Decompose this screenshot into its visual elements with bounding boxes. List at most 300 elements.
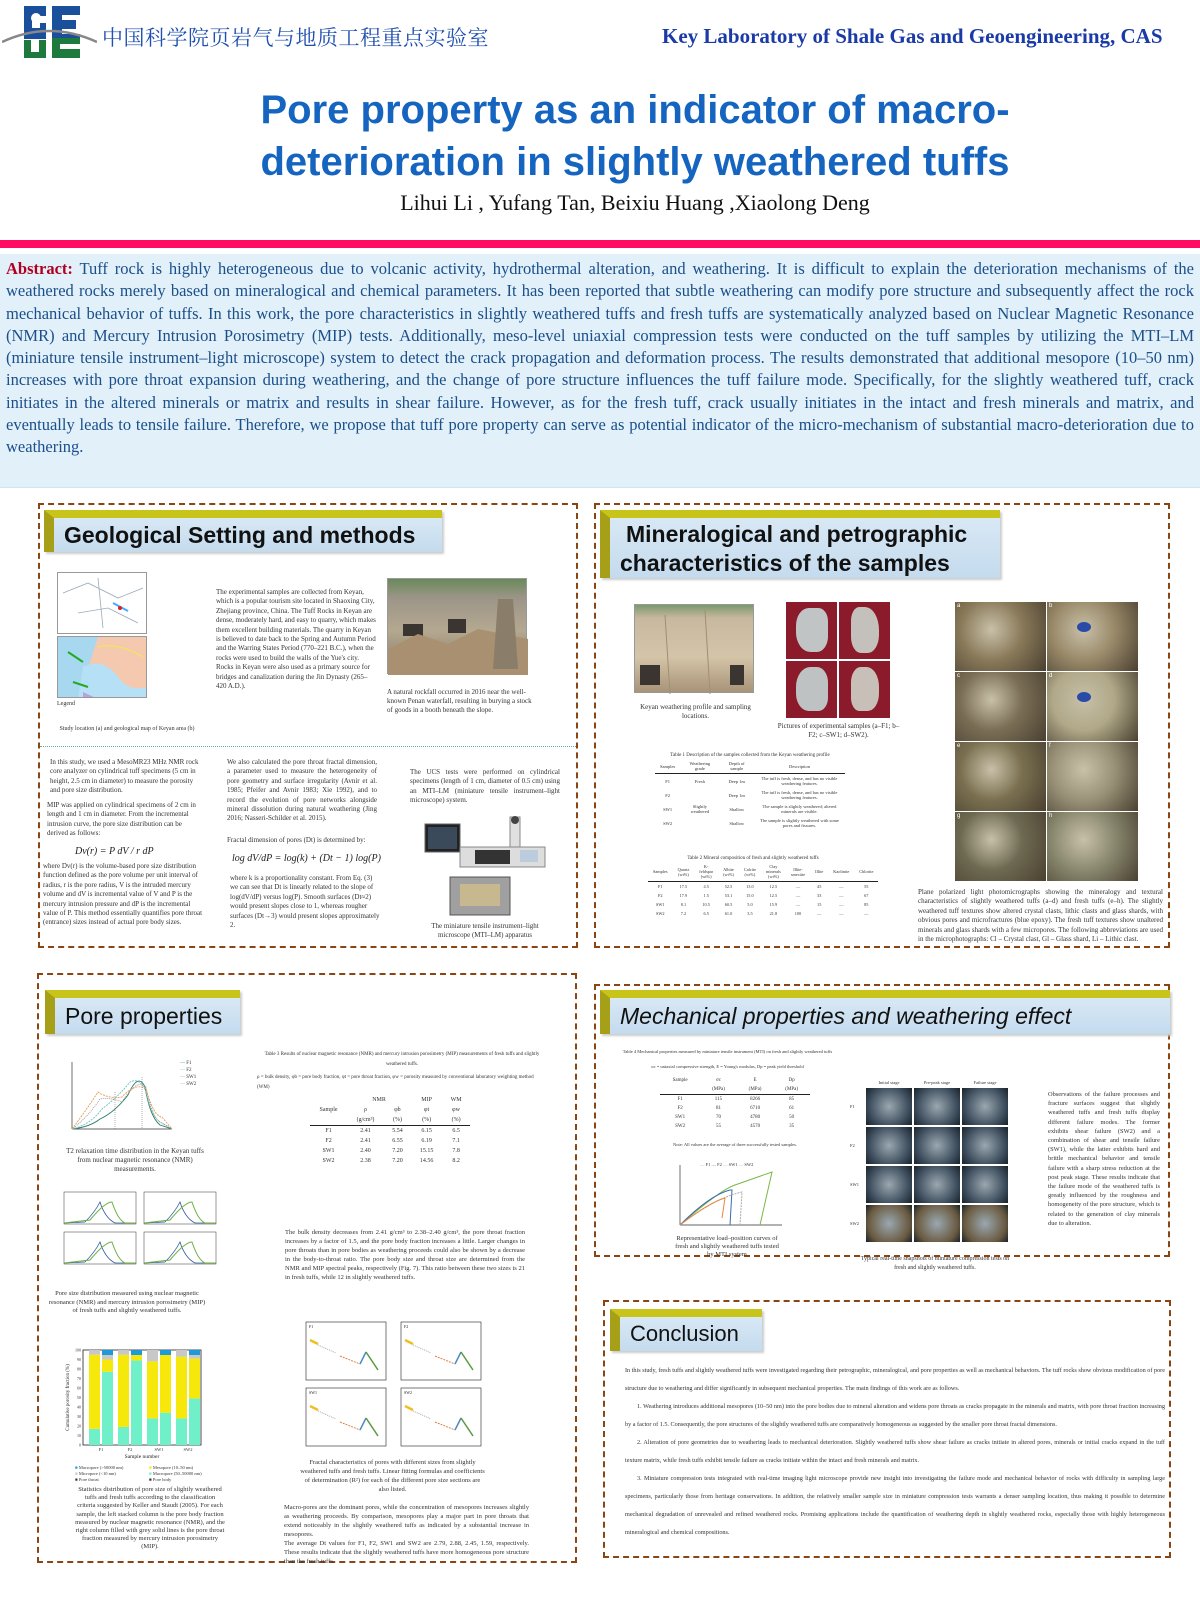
table-cell: 4780 bbox=[750, 1115, 761, 1120]
table-header-cell: Illite-smectite bbox=[786, 862, 810, 882]
table-header-cell: Sample bbox=[319, 1107, 338, 1113]
mti-apparatus-image bbox=[420, 812, 550, 920]
table-cell: 13.0 bbox=[746, 884, 754, 889]
table-group-cell bbox=[310, 1095, 347, 1105]
x-tick-label: SW1 bbox=[154, 1447, 164, 1452]
equation-2-description: where k is a proportionality constant. From Eq. (3) we can see that Dt is linearly related to the slope of log(dV/dP) versus log(P). Smooth surfaces (Dt≈2) would present slopes close to 1, whereas rougher surfaces (Dt→3) would present slopes approximately 2. bbox=[230, 874, 380, 930]
table-cell: 15.0 bbox=[746, 893, 754, 898]
table-header-cell: φw bbox=[452, 1107, 460, 1113]
table-cell: 85 bbox=[789, 1097, 795, 1102]
conclusion-heading: Conclusion bbox=[610, 1309, 762, 1351]
rockfall-caption: A natural rockfall occurred in 2016 near the well-known Penan waterfall, resulting in burying a stock of goods in a booth beneath the slope. bbox=[387, 688, 532, 714]
bar-segment bbox=[118, 1355, 129, 1427]
table-cell: F2 bbox=[658, 893, 663, 898]
micro-label: a bbox=[957, 603, 961, 609]
snapshot-image bbox=[962, 1127, 1008, 1164]
bar-segment-top bbox=[189, 1350, 200, 1355]
psd-chart-SW2 bbox=[140, 1230, 218, 1268]
legend-swatch-icon: ■ bbox=[75, 1477, 79, 1482]
table-cell: F2 bbox=[665, 792, 670, 798]
table-cell: The tuff is fresh, dense, and has no visible weathering features. bbox=[761, 790, 838, 800]
table-cell: Shallow bbox=[729, 820, 745, 826]
authors: Lihui Li , Yufang Tan, Beixiu Huang ,Xiaolong Deng bbox=[400, 190, 870, 215]
micro-label: h bbox=[1049, 813, 1053, 819]
rockfall-photo bbox=[387, 578, 527, 674]
samples-caption: Pictures of experimental samples (a–F1; b–F2; c–SW1; d–SW2). bbox=[777, 722, 900, 739]
table-cell: 6710 bbox=[750, 1106, 761, 1111]
mech-table-note: σc = uniaxial compressive strength, E = Young's modulus, Dp = peak yield threshold bbox=[651, 1064, 804, 1069]
table-cell: 53.1 bbox=[724, 893, 733, 898]
y-tick-label: 30 bbox=[77, 1414, 81, 1419]
table-cell: 8.1 bbox=[680, 902, 687, 907]
table-header-cell: Samples bbox=[648, 862, 673, 882]
bar-segment bbox=[147, 1350, 158, 1361]
nmr-legend-item bbox=[180, 1074, 196, 1081]
table-cell: SW1 bbox=[322, 1148, 335, 1154]
table-cell: 60.5 bbox=[724, 902, 733, 907]
legend-label: Pore body bbox=[152, 1477, 172, 1482]
conclusion-point: 2. Alteration of pore geometries due to weathering leads to mechanical deterioration. Slightly weathered tuffs show shear failure as cracks initiate in altered pores, minerals or initial cracks expand in the tuff texture matrix, while fresh tuffs exhibit tensile failure as cracks initiate within the intact and fresh minerals and matrix. bbox=[625, 1439, 1165, 1464]
english-lab-name: Key Laboratory of Shale Gas and Geoengineering, CAS bbox=[662, 24, 1163, 48]
snapshot-row-label: F1 bbox=[850, 1104, 855, 1109]
map-caption: Study location (a) and geological map of Keyan area (b) bbox=[59, 726, 195, 732]
legend-label: F1 bbox=[705, 1162, 712, 1167]
bar-segment bbox=[131, 1360, 142, 1445]
x-axis-label: Sample number bbox=[124, 1454, 160, 1460]
table-header-cell: Depth of sample bbox=[719, 759, 753, 774]
table-cell: — bbox=[839, 902, 844, 907]
micro-label: d bbox=[1049, 673, 1053, 679]
table-cell: Slightly weathered bbox=[690, 804, 710, 814]
table-cell: 7.1 bbox=[452, 1138, 460, 1144]
fractal-chart-F1 bbox=[300, 1320, 388, 1382]
load-chart-legend bbox=[700, 1162, 753, 1167]
table-cell: 4.5 bbox=[703, 884, 709, 889]
bar-chart-caption: Statistics distribution of pore size of slightly weathered tuffs and fresh tuffs according to the classification criteria suggested by Keller and Staudt (2005). For each sample, the left stacked column is the pore body fraction measured by nuclear magnetic resonance (NMR), and the right column filled with grey solid lines is the pore throat fraction measured by mercury intrusion porosimetry (MIP). bbox=[75, 1486, 225, 1551]
table-cell: SW2 bbox=[322, 1158, 335, 1164]
mesopore-text: Macro-pores are the dominant pores, while the concentration of mesopores increases slightly as weathering proceeds. By comparison, mesopores play a major part in pore throats that extend noticeably in the slightly weathered tuffs as indicated by a substantial increase in mesopores. bbox=[284, 1504, 529, 1538]
table-unit-cell: (%) bbox=[411, 1115, 442, 1126]
legend-label: SW1 bbox=[728, 1162, 739, 1167]
table-cell: 14.56 bbox=[419, 1158, 434, 1164]
snapshot-caption: Typical real-time snapshots of miniature compression tests on fresh and slightly weathered tuffs. bbox=[860, 1256, 1010, 1271]
legend-swatch-icon: — bbox=[711, 1162, 718, 1167]
table-header-cell: K-feldspar (wt%) bbox=[694, 862, 718, 882]
y-tick-label: 80 bbox=[77, 1366, 81, 1372]
y-tick-label: 40 bbox=[77, 1404, 81, 1410]
table-row bbox=[660, 1095, 810, 1105]
nmr-legend-item bbox=[180, 1067, 196, 1074]
legend-label: Macropore (50–50000 nm) bbox=[152, 1471, 202, 1476]
bar-segment bbox=[89, 1429, 100, 1445]
table-cell: 15.9 bbox=[769, 902, 778, 907]
density-text: The bulk density decreases from 2.41 g/cm³ to 2.38–2.40 g/cm³, the pore throat fraction increases by a factor of 1.5, and the pore body fraction increases a little. Larger changes in pore throats than in pore bodies as weathering proceeds could also be shown by a decrease in the body-to-throat ratio. The pore body size and throat size are determined from the NMR and MIP spectral peaks, respectively (Fig. 7). This ratio between these two sizes is 21 in fresh tuffs, while 12 in slightly weathered tuffs. bbox=[285, 1229, 525, 1281]
table-cell: 35 bbox=[789, 1124, 795, 1129]
curve-legend-item bbox=[723, 1162, 739, 1167]
sample-photo-d bbox=[839, 661, 890, 718]
table-cell: SW2 bbox=[675, 1124, 686, 1129]
legend-label: SW2 bbox=[744, 1162, 754, 1167]
legend-swatch-icon: — bbox=[180, 1075, 187, 1080]
profile-caption: Keyan weathering profile and sampling locations. bbox=[640, 703, 751, 720]
mineralogical-heading-line-1: Mineralogical and petrographic bbox=[626, 521, 968, 547]
load-curve-sw1 bbox=[680, 1192, 742, 1225]
epoxy-pore-icon bbox=[1077, 692, 1091, 702]
table-cell: 45 bbox=[817, 884, 822, 889]
table-cell: Deep 1m bbox=[728, 792, 745, 798]
snapshot-row-label: SW2 bbox=[850, 1221, 859, 1226]
mti-apparatus-icon bbox=[420, 812, 550, 920]
pore-fraction-bar-chart bbox=[65, 1345, 205, 1465]
photomicrograph-e bbox=[955, 742, 1046, 811]
psd-chart-F2 bbox=[140, 1190, 218, 1228]
table-row bbox=[655, 788, 845, 802]
svg-text:F1: F1 bbox=[309, 1324, 314, 1329]
mip-method-text: MIP was applied on cylindrical specimens of 2 cm in length and 1 cm in diameter. From the incremental intrusion curve, the pore size distribution can be derived as follows: bbox=[47, 801, 196, 838]
table-header-cell: Samples bbox=[655, 759, 680, 774]
load-curve-f1 bbox=[680, 1172, 772, 1225]
table-cell: 10.5 bbox=[702, 902, 710, 907]
table-cell: SW1 bbox=[663, 806, 673, 812]
table-cell: 2.38 bbox=[360, 1158, 371, 1164]
bar-segment bbox=[118, 1427, 129, 1445]
legend-swatch-icon: ■ bbox=[75, 1471, 79, 1476]
psd-chart-SW1 bbox=[60, 1230, 138, 1268]
bar-legend-item bbox=[149, 1477, 223, 1483]
table-cell: 2.41 bbox=[360, 1138, 371, 1144]
bar-segment bbox=[147, 1418, 158, 1445]
y-axis-label: Cumulative porosity fraction (%) bbox=[66, 1364, 71, 1431]
table-cell bbox=[680, 788, 719, 802]
legend-swatch-icon: — bbox=[738, 1162, 745, 1167]
table-cell: 55 bbox=[715, 1124, 721, 1129]
table-cell: 67 bbox=[864, 893, 869, 898]
conclusion-intro: In this study, fresh tuffs and slightly weathered tuffs were investigated regarding their petrographic, mineralogical, and pore properties as well as mechanical behaviors. The tuff rocks show obvious modification of pore structure due to weathering and differ significantly in subsequent mechanical properties. The main findings of this work are as follows. bbox=[625, 1367, 1165, 1392]
x-tick-label: SW2 bbox=[183, 1447, 193, 1452]
equation-1: Dv(r) = P dV / r dP bbox=[75, 846, 154, 857]
curve-legend-item bbox=[700, 1162, 712, 1167]
table-cell: 100 bbox=[794, 911, 802, 916]
table-cell: 6.15 bbox=[421, 1128, 432, 1134]
table-cell: 8.2 bbox=[452, 1158, 460, 1164]
mineral-table-2 bbox=[648, 855, 874, 918]
section-divider bbox=[40, 746, 576, 747]
micro-label: g bbox=[957, 813, 961, 819]
table-row bbox=[648, 882, 878, 892]
table-unit-cell bbox=[660, 1085, 700, 1095]
table-header-cell: ρ bbox=[363, 1107, 367, 1113]
svg-text:F2: F2 bbox=[404, 1324, 409, 1329]
table-cell: 6.5 bbox=[703, 911, 709, 916]
bar-segment bbox=[89, 1350, 100, 1355]
mech-table-footnote: Note: All values are the average of three successfully tested samples. bbox=[672, 1142, 798, 1147]
table-header-cell: Sample bbox=[672, 1078, 688, 1083]
sample-photo-a bbox=[786, 602, 837, 659]
bar-segment bbox=[176, 1418, 187, 1445]
snapshot-grid bbox=[850, 1080, 1010, 1248]
table-header-cell: σc bbox=[716, 1078, 721, 1083]
mechanical-table bbox=[660, 1076, 810, 1131]
legend-swatch-icon: — bbox=[180, 1061, 187, 1066]
bar-segment bbox=[176, 1350, 187, 1357]
bar-chart-legend bbox=[75, 1465, 225, 1483]
pore-properties-heading: Pore properties bbox=[45, 990, 240, 1034]
bar-segment-top bbox=[102, 1350, 113, 1355]
table-1 bbox=[655, 759, 845, 830]
table-row bbox=[655, 816, 845, 830]
photomicrograph-h bbox=[1047, 812, 1138, 881]
table-2-title: Table 2 Mineral composition of fresh and slightly weathered tuffs bbox=[687, 856, 819, 861]
photomicrograph-d bbox=[1047, 672, 1138, 741]
table-group-cell: WM bbox=[450, 1097, 462, 1103]
table-cell: F2 bbox=[677, 1106, 683, 1111]
svg-text:SW2: SW2 bbox=[404, 1390, 412, 1395]
table-cell: F1 bbox=[665, 778, 670, 784]
snapshot-image bbox=[914, 1166, 960, 1203]
legend-label: SW2 bbox=[186, 1082, 197, 1087]
table-3-title: Table 3 Results of nuclear magnetic resonance (NMR) and mercury intrusion porosimetry (MIP) measurements of fresh tuffs and slightly weathered tuffs. bbox=[264, 1052, 540, 1067]
table-cell: The tuff is fresh, dense, and has no visible weathering features. bbox=[761, 776, 838, 786]
legend-swatch-icon: — bbox=[723, 1162, 729, 1167]
snapshot-row-label: F2 bbox=[850, 1143, 855, 1148]
bar-legend-item bbox=[75, 1477, 149, 1483]
table-cell: 21.8 bbox=[769, 911, 778, 916]
table-unit-cell: (%) bbox=[442, 1115, 470, 1126]
table-header-cell: Chlorite bbox=[854, 862, 878, 882]
table-row bbox=[648, 891, 878, 900]
table-cell: 5.0 bbox=[747, 902, 753, 907]
mti-caption: The miniature tensile instrument–light microscope (MTI–LM) apparatus bbox=[431, 922, 539, 939]
table-cell: SW1 bbox=[675, 1115, 686, 1120]
legend-label: Macropore (>50000 nm) bbox=[78, 1465, 124, 1470]
x-tick-label: F1 bbox=[98, 1447, 104, 1452]
legend-swatch-icon: ■ bbox=[149, 1471, 153, 1476]
table-header-cell: Kaolinite bbox=[828, 862, 854, 882]
legend-label: SW1 bbox=[186, 1075, 197, 1080]
chinese-lab-name: 中国科学院页岩气与地质工程重点实验室 bbox=[102, 26, 489, 50]
table-cell: — bbox=[795, 884, 801, 889]
snapshot-image bbox=[914, 1088, 960, 1125]
table-group-cell: NMR bbox=[372, 1097, 386, 1103]
table-cell: 2.41 bbox=[360, 1128, 371, 1134]
abstract-label: Abstract: bbox=[6, 259, 73, 278]
table-cell: 55 bbox=[864, 884, 869, 889]
bar-segment bbox=[89, 1355, 100, 1429]
bar-segment bbox=[102, 1372, 113, 1445]
table-cell: F1 bbox=[677, 1097, 683, 1102]
table-unit-cell: (MPa) bbox=[773, 1085, 810, 1095]
mineral-table-1 bbox=[655, 752, 845, 830]
title-line-1: Pore property as an indicator of macro- bbox=[260, 88, 1010, 132]
table-cell: 115 bbox=[714, 1097, 723, 1102]
legend-label: Mesopore (10–50 nm) bbox=[152, 1465, 194, 1470]
table-cell: 61.0 bbox=[724, 911, 733, 916]
table-cell: — bbox=[795, 893, 801, 898]
fractal-charts bbox=[300, 1320, 490, 1450]
rockfall-photo-icon bbox=[388, 579, 528, 675]
table-cell: Fresh bbox=[694, 778, 705, 784]
snapshot-column-label: Failure stage bbox=[973, 1080, 997, 1085]
bar-segment bbox=[189, 1359, 200, 1399]
bar-segment bbox=[189, 1398, 200, 1445]
mineralogical-heading-line-2: characteristics of the samples bbox=[620, 550, 950, 576]
lab-logo bbox=[2, 2, 97, 60]
legend-label: Micropore (<10 nm) bbox=[78, 1471, 116, 1476]
snapshot-image bbox=[962, 1088, 1008, 1125]
bar-segment bbox=[118, 1350, 129, 1355]
table-row bbox=[310, 1156, 470, 1166]
load-position-chart bbox=[670, 1160, 785, 1230]
nmr-legend-item bbox=[180, 1081, 196, 1088]
map-legend-label: Legend bbox=[57, 701, 75, 707]
table-cell: 7.2 bbox=[680, 911, 687, 916]
table-header-cell: Calcite (wt%) bbox=[739, 862, 761, 882]
table-cell: 7.20 bbox=[392, 1148, 403, 1154]
pore-table bbox=[310, 1095, 470, 1166]
epoxy-pore-icon bbox=[1077, 622, 1091, 632]
table-cell: 70 bbox=[715, 1115, 721, 1120]
table-cell: 8266 bbox=[750, 1097, 761, 1102]
legend-swatch-icon: — bbox=[700, 1162, 706, 1167]
table-header-cell: φt bbox=[424, 1107, 430, 1113]
bar-segment bbox=[147, 1361, 158, 1418]
observation-text: Observations of the failure processes and fracture surfaces suggest that slightly weathered tuffs and fresh tuffs display different failure modes. The former exhibits shear failure (SW2) and a combination of shear and tensile failure (SW1), while the latter exhibits hard and brittle mechanical behavior and tensile failure with a sharp stress reduction at the post peak stage. These results indicate that the failure mode of the weathered tuffs is greatly influenced by the roughness and homogeneity of the pore structure, which is related to the generation of clay minerals due to alteration. bbox=[1048, 1091, 1160, 1227]
sample-photo-b bbox=[839, 602, 890, 659]
snapshot-image bbox=[914, 1205, 960, 1242]
table-cell: 81 bbox=[715, 1106, 721, 1111]
legend-swatch-icon: ■ bbox=[149, 1477, 153, 1482]
bar-segment-top bbox=[131, 1350, 142, 1355]
poster-title bbox=[0, 84, 1200, 188]
table-cell: 50 bbox=[789, 1115, 795, 1120]
table-cell: The sample is slightly weathered; altered minerals are visible. bbox=[762, 804, 837, 814]
photomicrograph-f bbox=[1047, 742, 1138, 811]
fractal-chart-SW1 bbox=[300, 1386, 388, 1448]
table-unit-cell: (g/cm³) bbox=[347, 1115, 384, 1126]
load-position-chart-svg bbox=[670, 1160, 785, 1230]
table-row bbox=[655, 774, 845, 789]
legend-label: F2 bbox=[186, 1068, 192, 1073]
micro-label: c bbox=[957, 673, 960, 679]
curve-legend-item bbox=[712, 1162, 724, 1167]
table-cell: 15 bbox=[817, 902, 822, 907]
geological-map-icon bbox=[58, 637, 147, 698]
nmr-legend-item bbox=[180, 1060, 196, 1067]
nmr-curve-f1 bbox=[72, 1081, 172, 1129]
table-cell: Deep 1m bbox=[728, 778, 745, 784]
table-cell: 7.8 bbox=[452, 1148, 460, 1154]
table-cell: 12.5 bbox=[769, 884, 778, 889]
photomicrograph-a bbox=[955, 602, 1046, 671]
fractal-caption: Fractal characteristics of pores with different sizes from slightly weathered tuffs and fresh tuffs. Linear fitting formulas and coefficients of determination (R²) for each of the different pore size sections are also listed. bbox=[300, 1459, 485, 1493]
table-row bbox=[660, 1104, 810, 1113]
nmr-caption: T2 relaxation time distribution in the Keyan tuffs from nuclear magnetic resonance (NMR) measurements. bbox=[66, 1147, 204, 1173]
table-row bbox=[660, 1113, 810, 1122]
fractal-label: Fractal dimension of pores (Dt) is determined by: bbox=[227, 836, 366, 844]
bar-segment bbox=[176, 1357, 187, 1419]
svg-text:SW1: SW1 bbox=[309, 1390, 317, 1395]
legend-label: F2 bbox=[717, 1162, 724, 1167]
table-cell: F1 bbox=[658, 884, 663, 889]
mechanical-heading: Mechanical properties and weathering effect bbox=[600, 990, 1170, 1034]
table-cell: F1 bbox=[325, 1128, 332, 1134]
curve-legend-item bbox=[739, 1162, 754, 1167]
table-cell: — bbox=[817, 911, 822, 916]
table-cell: SW1 bbox=[655, 902, 665, 907]
table-header-cell: E bbox=[753, 1078, 757, 1083]
geo-intro-text: The experimental samples are collected from Keyan, which is a popular tourism site located in Shaoxing City, Zhejiang province, China. The Tuff Rocks in Keyan are dense, moderately hard, and easy to quarry, which makes them excellent building materials. The quarry in Keyan is believed to date back to the Spring and Autumn Period and the Warring States Period (770–221 B.C.), when the rocks were used to build the walls of the Yue's city. Rocks in Keyan were also used as a primary source for bridges and canalization during the Jin Dynasty (265–420 A.D.). bbox=[216, 588, 376, 691]
photomicrograph-c bbox=[955, 672, 1046, 741]
fractal-dt-text: The average Dt values for F1, F2, SW1 and SW2 are 2.79, 2.88, 2.45, 1.59, respectively. These results indicate that the slightly weathered tuffs have more homogeneous pore structure than the fresh tuffs. bbox=[284, 1540, 529, 1565]
load-curve-sw2 bbox=[680, 1198, 725, 1225]
table-cell: 61 bbox=[789, 1106, 795, 1111]
bar-segment bbox=[102, 1360, 113, 1372]
sample-photo-c bbox=[786, 661, 837, 718]
legend-swatch-icon: ■ bbox=[149, 1465, 153, 1470]
abstract-section bbox=[0, 254, 1200, 488]
table-cell: 85 bbox=[864, 902, 869, 907]
table-unit-cell: (MPa) bbox=[737, 1085, 774, 1095]
legend-label: F1 bbox=[186, 1061, 192, 1066]
ge-logo-icon bbox=[2, 2, 97, 60]
table-cell: 33 bbox=[817, 893, 822, 898]
snapshot-row-label: SW1 bbox=[850, 1182, 859, 1187]
table-row bbox=[660, 1122, 810, 1131]
conclusion-point: 3. Miniature compression tests integrated with real-time imaging light microscope provide new insight into investigating the failure mode and mechanical behavior of rocks with difficulty in sampling large specimens, particularly those from heritage conservations. In addition, the relatively smaller sample size in miniature compression tests warrants a denser sampling location, thus making it possible to determine mechanical degradation of unrevealed and refined weathered rocks. Promising applications include the quantification of weathering depth in slightly weathered rocks, especially those with highly heterogeneous mineralogical and chemical compositions. bbox=[625, 1475, 1165, 1536]
table-header-cell: Description bbox=[754, 759, 845, 774]
psd-caption: Pore size distribution measured using nuclear magnetic resonance (NMR) and mercury intrusion porosimetry (MIP) of fresh tuffs and slightly weathered tuffs. bbox=[48, 1290, 206, 1314]
table-row bbox=[655, 802, 845, 816]
weathering-profile-photo bbox=[634, 604, 754, 693]
y-tick-label: 10 bbox=[77, 1433, 81, 1438]
equation-2: log dV/dP = log(k) + (Dt − 1) log(P) bbox=[232, 853, 381, 864]
table-header-cell: φb bbox=[394, 1107, 401, 1113]
photomicrograph-grid bbox=[955, 602, 1139, 932]
abstract-text: Tuff rock is highly heterogeneous due to volcanic activity, hydrothermal alteration, and weathering. It is difficult to explain the deterioration mechanisms of the weathered rocks merely based on mineralogical and chemical parameters. It has been reported that subtle weathering can modify pore structure and subsequently affect the rock mechanical behavior of tuffs. In this work, the pore characteristics in slightly weathered tuffs and fresh tuffs are systematically analyzed based on Nuclear Magnetic Resonance (NMR) and Mercury Intrusion Porosimetry (MIP) tests. Additionally, meso-level uniaxial compression tests were conducted on the tuff samples by utilizing the MTI–LM (miniature tensile instrument–light microscope) system to detect the crack propagation and deformation process. The results demonstrated that additional mesopore (10–50 nm) increases with pore throat expansion during weathering, and the change of pore structure influences the tuff failure mode. Specifically, for the slightly weathered tuff, crack initiates in the altered minerals or matrix and results in shear failure. However, as for the fresh tuff, crack usually initiates in the intact and fresh minerals and matrix, and eventually leads to tensile failure. Therefore, we propose that tuff pore property can serve as potential indicator of the micro-mechanism of substantial macro-deterioration due to weathering. bbox=[6, 259, 1194, 457]
table-row bbox=[310, 1126, 470, 1137]
conclusion-points bbox=[625, 1398, 1165, 1542]
table-header-cell: Illite bbox=[810, 862, 828, 882]
y-tick-label: 20 bbox=[77, 1423, 81, 1429]
ucs-text: The UCS tests were performed on cylindrical specimens (length of 1 cm, diameter of 0.5 cm) using an MTI–LM (miniature tensile instrument–light microscope) system. bbox=[410, 768, 560, 805]
mineralogical-heading bbox=[600, 510, 1000, 578]
table-cell: 1.5 bbox=[703, 893, 709, 898]
snapshot-column-label: Initial stage bbox=[878, 1080, 900, 1085]
pore-fraction-bar-chart-svg bbox=[65, 1345, 205, 1465]
snapshot-image bbox=[914, 1127, 960, 1164]
y-tick-label: 0 bbox=[79, 1442, 81, 1448]
geological-setting-heading: Geological Setting and methods bbox=[44, 510, 442, 552]
table-2 bbox=[648, 862, 878, 918]
photomicrograph-g bbox=[955, 812, 1046, 881]
legend-label: Pore throat bbox=[78, 1477, 99, 1482]
table-group-cell: MIP bbox=[421, 1097, 432, 1103]
table-cell: F2 bbox=[325, 1138, 332, 1144]
location-map bbox=[57, 572, 147, 634]
table-header-cell: Albite (wt%) bbox=[718, 862, 739, 882]
table-cell: The sample is slightly weathered with some pores and fissures. bbox=[759, 818, 839, 828]
micro-label: f bbox=[1049, 743, 1051, 749]
photomicrograph-b bbox=[1047, 602, 1138, 671]
table-cell: 15.15 bbox=[419, 1148, 434, 1154]
divider-bar bbox=[0, 240, 1200, 248]
table-cell: 6.55 bbox=[392, 1138, 403, 1144]
y-tick-label: 50 bbox=[77, 1395, 81, 1400]
snapshot-image bbox=[962, 1166, 1008, 1203]
table-cell: SW2 bbox=[663, 820, 673, 826]
load-curve-caption: Representative load–position curves of fresh and slightly weathered tuffs tested by MTI system bbox=[675, 1235, 779, 1258]
table-cell: — bbox=[839, 911, 844, 916]
